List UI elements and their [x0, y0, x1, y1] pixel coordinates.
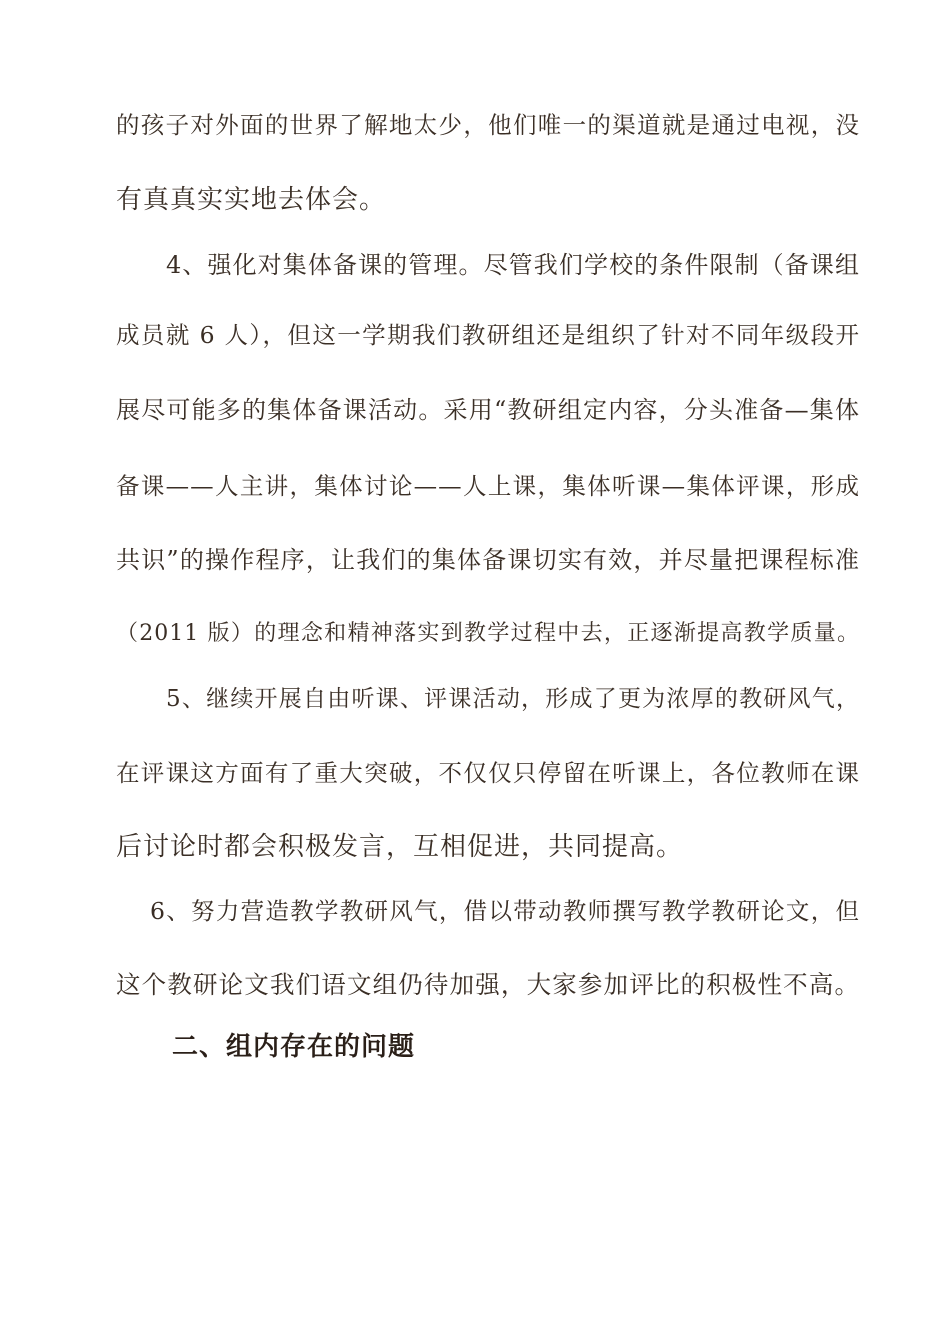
text-line-11: 后讨论时都会积极发言，互相促进，共同提高。 — [116, 832, 684, 862]
text-line-7: 共识”的操作程序，让我们的集体备课切实有效，并尽量把课程标准 — [116, 546, 860, 574]
text-line-3: 4、强化对集体备课的管理。尽管我们学校的条件限制（备课组 — [166, 251, 860, 279]
text-line-4: 成员就 6 人），但这一学期我们教研组还是组织了针对不同年级段开 — [116, 321, 860, 349]
text-line-2: 有真真实实地去体会。 — [116, 185, 387, 215]
text-line-8: （2011 版）的理念和精神落实到教学过程中去，正逐渐提高教学质量。 — [116, 621, 860, 646]
text-line-13: 这个教研论文我们语文组仍待加强，大家参加评比的积极性不高。 — [116, 970, 860, 999]
text-line-6: 备课——人主讲，集体讨论——人上课，集体听课—集体评课，形成 — [116, 472, 860, 500]
text-line-1: 的孩子对外面的世界了解地太少，他们唯一的渠道就是通过电视，没 — [116, 111, 860, 139]
text-line-5: 展尽可能多的集体备课活动。采用“教研组定内容，分头准备—集体 — [116, 396, 860, 424]
text-line-10: 在评课这方面有了重大突破，不仅仅只停留在听课上，各位教师在课 — [116, 759, 860, 787]
text-line-9: 5、继续开展自由听课、评课活动，形成了更为浓厚的教研风气， — [166, 686, 860, 712]
text-line-12: 6、努力营造教学教研风气，借以带动教师撰写教学教研论文，但 — [150, 897, 860, 925]
section-heading: 二、组内存在的问题 — [172, 1032, 416, 1062]
